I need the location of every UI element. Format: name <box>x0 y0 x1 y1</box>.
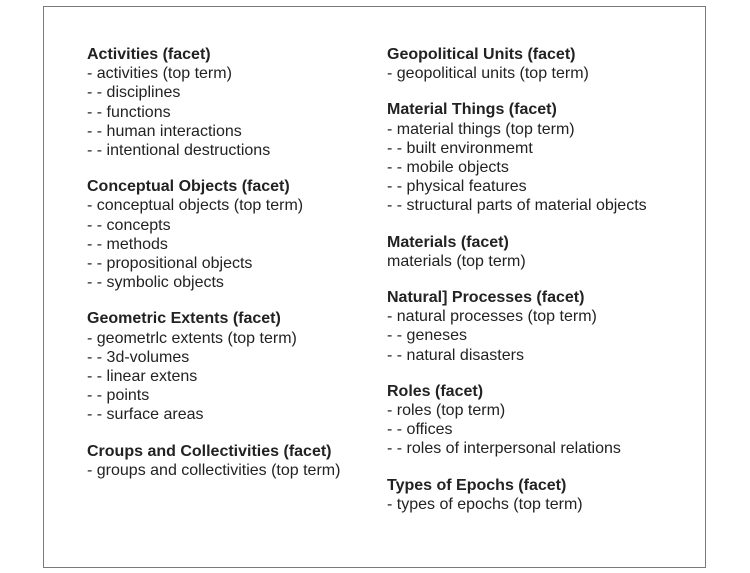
narrower-term: - - geneses <box>387 327 468 345</box>
left-column <box>87 45 340 497</box>
narrower-term: - - physical features <box>387 178 527 196</box>
narrower-term: - - functions <box>87 103 171 121</box>
narrower-term: - - mobile objects <box>387 159 509 177</box>
facet-section-types-of-epochs <box>387 476 647 514</box>
narrower-term: - - points <box>87 387 150 405</box>
narrower-term: - - propositional objects <box>87 255 253 273</box>
facet-section-conceptual-objects <box>87 177 340 292</box>
top-term: - activities (top term) <box>87 65 232 83</box>
top-term: - material things (top term) <box>387 120 575 138</box>
facet-title: Types of Epochs (facet) <box>387 476 567 494</box>
narrower-term: - - offices <box>387 421 453 439</box>
facet-section-croups-and-collectivities <box>87 442 340 480</box>
facet-title: Geopolitical Units (facet) <box>387 46 576 63</box>
narrower-term: - - 3d-volumes <box>87 348 190 366</box>
facet-title: Natural] Processes (facet) <box>387 289 585 307</box>
top-term: - geometrlc extents (top term) <box>87 329 297 347</box>
facet-title: Conceptual Objects (facet) <box>87 178 290 196</box>
facet-section-geometric-extents <box>87 309 340 424</box>
right-column <box>387 45 647 531</box>
narrower-term: - - human interactions <box>87 122 242 140</box>
facet-title: Geometric Extents (facet) <box>87 310 281 328</box>
narrower-term: - - concepts <box>87 216 171 234</box>
top-term: - natural processes (top term) <box>387 308 597 326</box>
narrower-term: - - symbolic objects <box>87 274 224 292</box>
facet-section-materials <box>387 233 647 271</box>
facet-section-roles <box>387 382 647 459</box>
top-term: - geopolitical units (top term) <box>387 65 589 83</box>
facet-title: Materials (facet) <box>387 233 509 251</box>
top-term: - roles (top term) <box>387 402 506 420</box>
narrower-term: - - structural parts of material objects <box>387 197 647 215</box>
facet-section-activities <box>87 45 340 160</box>
facet-section-material-things <box>387 100 647 215</box>
narrower-term: - - disciplines <box>87 84 181 102</box>
facet-title: Roles (facet) <box>387 382 484 400</box>
narrower-term: - - methods <box>87 235 168 253</box>
facet-section-geopolitical-units <box>387 45 647 83</box>
top-term: - groups and collectivities (top term) <box>87 461 341 479</box>
narrower-term: - - natural disasters <box>387 346 524 364</box>
narrower-term: - - roles of interpersonal relations <box>387 440 621 458</box>
narrower-term: - - intentional destructions <box>87 142 271 160</box>
top-term: - types of epochs (top term) <box>387 495 583 513</box>
facet-title: Activities (facet) <box>87 46 211 63</box>
narrower-term: - - built environmemt <box>387 139 533 157</box>
narrower-term: - - linear extens <box>87 368 198 386</box>
narrower-term: - - surface areas <box>87 406 204 424</box>
top-term: - conceptual objects (top term) <box>87 197 304 215</box>
top-term: materials (top term) <box>387 252 526 270</box>
facet-title: Material Things (facet) <box>387 101 557 119</box>
facet-title: Croups and Collectivities (facet) <box>87 442 332 460</box>
facet-section-natural-processes <box>387 288 647 365</box>
